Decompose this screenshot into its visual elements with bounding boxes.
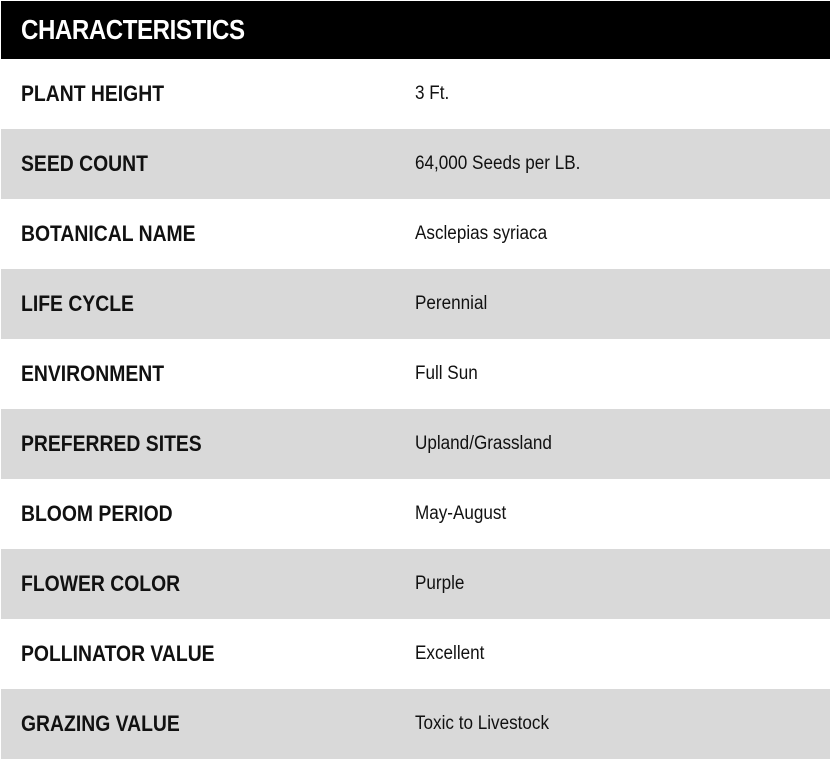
row-label: BLOOM PERIOD bbox=[21, 501, 173, 526]
row-label: POLLINATOR VALUE bbox=[21, 641, 215, 666]
row-value: Purple bbox=[415, 573, 465, 594]
table-row-pollinator-value bbox=[1, 619, 830, 689]
row-label: LIFE CYCLE bbox=[21, 291, 134, 316]
row-value: Excellent bbox=[415, 643, 485, 664]
row-label: PREFERRED SITES bbox=[21, 431, 202, 456]
table-row-grazing-value bbox=[1, 689, 830, 759]
row-value: Toxic to Livestock bbox=[415, 713, 550, 734]
row-label: GRAZING VALUE bbox=[21, 711, 180, 736]
row-value: 3 Ft. bbox=[415, 83, 450, 104]
table-row-bloom-period bbox=[1, 479, 830, 549]
table-row-seed-count bbox=[1, 129, 830, 199]
table-row-plant-height bbox=[1, 59, 830, 129]
table-row-botanical-name bbox=[1, 199, 830, 269]
row-label: FLOWER COLOR bbox=[21, 571, 181, 596]
row-label: ENVIRONMENT bbox=[21, 361, 165, 386]
row-label: BOTANICAL NAME bbox=[21, 221, 196, 246]
table-row-environment bbox=[1, 339, 830, 409]
characteristics-table bbox=[1, 1, 830, 759]
table-title: CHARACTERISTICS bbox=[21, 14, 245, 45]
row-value: 64,000 Seeds per LB. bbox=[415, 153, 581, 174]
row-value: Asclepias syriaca bbox=[415, 223, 548, 244]
row-value: May-August bbox=[415, 503, 507, 524]
row-label: PLANT HEIGHT bbox=[21, 81, 165, 106]
table-row-preferred-sites bbox=[1, 409, 830, 479]
table-header bbox=[1, 1, 830, 59]
row-value: Perennial bbox=[415, 293, 488, 314]
row-value: Upland/Grassland bbox=[415, 433, 552, 454]
row-label: SEED COUNT bbox=[21, 151, 148, 176]
row-value: Full Sun bbox=[415, 363, 478, 384]
table-row-life-cycle bbox=[1, 269, 830, 339]
table-row-flower-color bbox=[1, 549, 830, 619]
